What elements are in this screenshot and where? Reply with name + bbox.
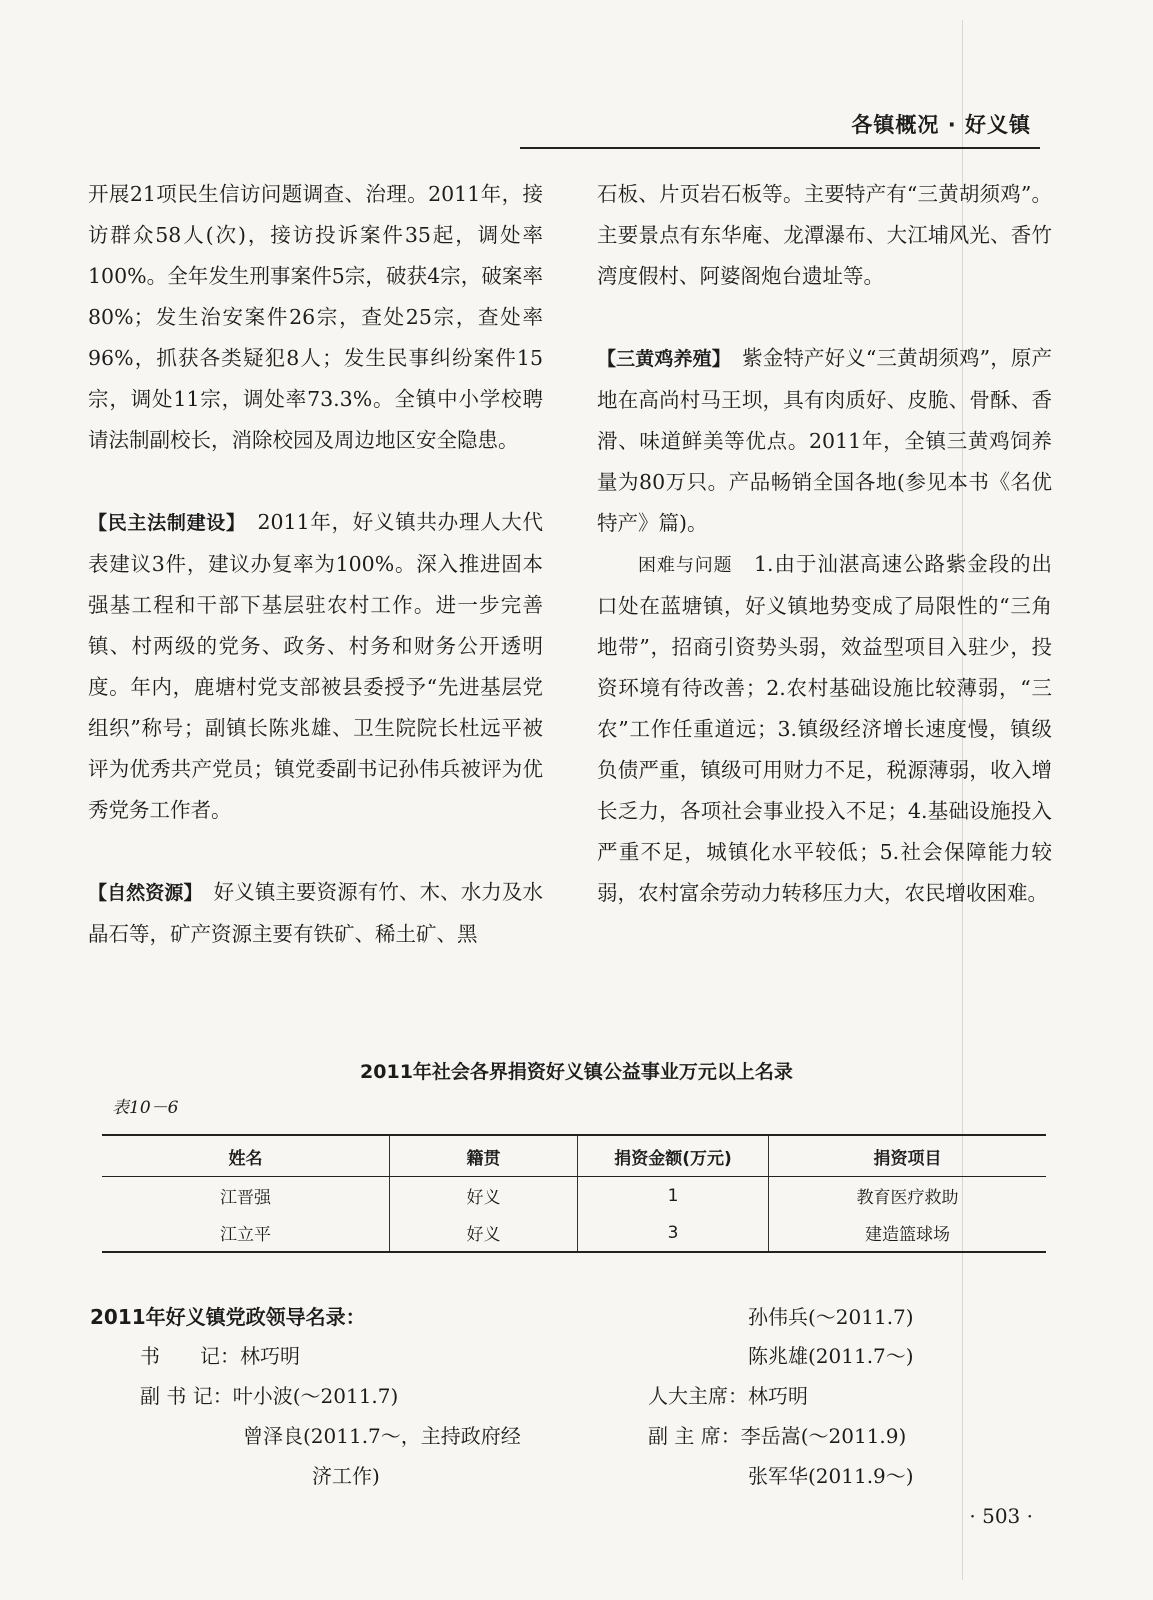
roster-entry: 曾泽良(2011.7～，主持政府经 xyxy=(243,1424,521,1448)
table-title: 2011年社会各界捐资好义镇公益事业万元以上名录 xyxy=(360,1061,793,1083)
roster-title: 2011年好义镇党政领导名录： xyxy=(90,1305,366,1329)
column-header-amount: 捐资金额(万元) xyxy=(578,1135,769,1177)
section-chicken xyxy=(597,338,1052,544)
cell-name: 江立平 xyxy=(102,1214,390,1252)
section-text: 好义镇主要资源有竹、木、水力及水晶石等，矿产资源主要有铁矿、稀土矿、黑 xyxy=(88,880,543,946)
roster-entry: 人大主席：林巧明 xyxy=(648,1384,808,1408)
page-number: · 503 · xyxy=(969,1504,1033,1528)
column-header-project: 捐资项目 xyxy=(769,1135,1047,1177)
cell-amount: 3 xyxy=(578,1214,769,1252)
section-tag: 【自然资源】 xyxy=(88,882,194,904)
section-text: 紫金特产好义“三黄胡须鸡”，原产地在高尚村马王坝，具有肉质好、皮脆、骨酥、香滑、味道鲜美等优点。2011年，全镇三黄鸡饲养量为80万只。产品畅销全国各地(参见本书《名优特产》篇)。 xyxy=(597,346,1052,535)
roster-entry: 张军华(2011.9～) xyxy=(748,1464,914,1488)
roster-entry: 副 主 席：李岳嵩(～2011.9) xyxy=(648,1424,907,1448)
roster-entry: 孙伟兵(～2011.7) xyxy=(748,1305,914,1329)
cell-name: 江晋强 xyxy=(220,1188,271,1208)
section-resources xyxy=(88,872,543,955)
column-header-hometown: 籍贯 xyxy=(390,1135,578,1177)
roster-entry: 书 记：林巧明 xyxy=(140,1344,300,1368)
cell-project: 教育医疗救助 xyxy=(769,1177,1047,1215)
running-header: 各镇概况 · 好义镇 xyxy=(851,113,1031,137)
cell-hometown: 好义 xyxy=(390,1177,578,1215)
table-header-row xyxy=(102,1135,1046,1177)
roster-entry: 副 书 记：叶小波(～2011.7) xyxy=(140,1384,399,1408)
section-problems xyxy=(597,544,1052,914)
table-row xyxy=(102,1177,1046,1215)
problems-text: 1.由于汕湛高速公路紫金段的出口处在蓝塘镇，好义镇地势变成了局限性的“三角地带”，招商引资势头弱，效益型项目入驻少，投资环境有待改善；2.农村基础设施比较薄弱，“三农”工作任重道远；3.镇级经济增长速度慢，镇级负债严重，镇级可用财力不足，税源薄弱，收入增长乏力，各项社会事业投入不足；4.基础设施投入严重不足，城镇化水平较低；5.社会保障能力较弱，农村富余劳动力转移压力大，农民增收困难。 xyxy=(597,552,1053,905)
left-column xyxy=(88,174,543,955)
header-rule xyxy=(520,147,1040,149)
table-row xyxy=(102,1214,1046,1252)
donor-table xyxy=(102,1134,1046,1253)
section-text: 2011年，好义镇共办理人大代表建议3件，建议办复率为100%。深入推进固本强基工程和干部下基层驻农村工作。进一步完善镇、村两级的党务、政务、村务和财务公开透明度。年内，鹿塘村党支部被县委授予“先进基层党组织”称号；副镇长陈兆雄、卫生院院长杜远平被评为优秀共产党员；镇党委副书记孙伟兵被评为优秀党务工作者。 xyxy=(88,510,543,822)
table-number: 表10－6 xyxy=(112,1098,179,1118)
cell-project: 建造篮球场 xyxy=(769,1214,1047,1252)
cell-hometown: 好义 xyxy=(390,1214,578,1252)
right-column xyxy=(597,174,1052,914)
roster-entry: 陈兆雄(2011.7～) xyxy=(748,1344,914,1368)
section-democracy xyxy=(88,502,543,831)
roster-entry: 济工作) xyxy=(312,1464,380,1488)
section-tag: 【三黄鸡养殖】 xyxy=(597,348,722,370)
cell-amount: 1 xyxy=(578,1177,769,1215)
column-header-name: 姓名 xyxy=(102,1135,390,1177)
right-para-1: 石板、片页岩石板等。主要特产有“三黄胡须鸡”。主要景点有东华庵、龙潭瀑布、大江埔风光、香竹湾度假村、阿婆阁炮台遗址等。 xyxy=(597,182,1052,288)
left-para-1: 开展21项民生信访问题调查、治理。2011年，接访群众58人(次)，接访投诉案件35起，调处率100%。全年发生刑事案件5宗，破获4宗，破案率80%；发生治安案件26宗，查处25宗，查处率96%，抓获各类疑犯8人；发生民事纠纷案件15宗，调处11宗，调处率73.3%。全镇中小学校聘请法制副校长，消除校园及周边地区安全隐患。 xyxy=(88,182,543,452)
section-tag: 【民主法制建设】 xyxy=(88,512,237,534)
problems-label: 困难与问题 xyxy=(638,555,733,576)
